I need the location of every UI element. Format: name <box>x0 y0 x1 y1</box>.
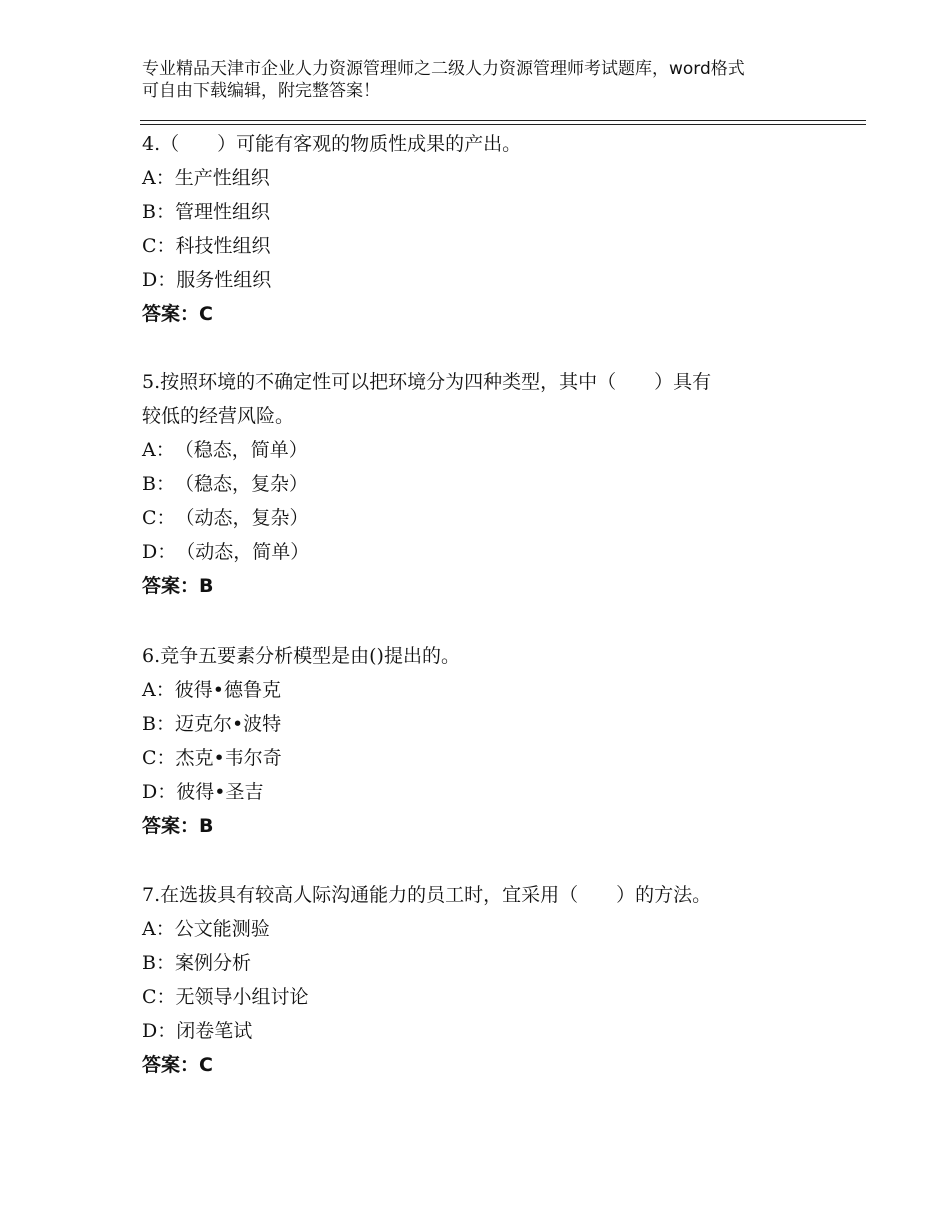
option-c <box>142 741 822 775</box>
option-a <box>142 912 822 946</box>
option-text: 管理性组织 <box>174 201 270 223</box>
option-b <box>142 195 822 229</box>
option-letter: D： <box>142 269 177 291</box>
option-text: 彼得•圣吉 <box>176 781 264 803</box>
answer-label: 答案： <box>142 815 200 837</box>
option-text: （动态，简单） <box>176 541 310 563</box>
option-letter: D： <box>142 781 177 803</box>
option-d <box>142 263 822 297</box>
option-text: 案例分析 <box>174 952 251 974</box>
option-a <box>142 161 822 195</box>
option-text: （稳态，复杂） <box>174 473 308 495</box>
option-letter: B： <box>142 201 175 223</box>
answer-line <box>142 569 822 603</box>
option-text: （动态，复杂） <box>175 507 309 529</box>
option-c <box>142 229 822 263</box>
option-text: 迈克尔•波特 <box>174 713 282 735</box>
option-letter: C： <box>142 235 176 257</box>
question-stem: 6.竞争五要素分析模型是由()提出的。 <box>142 645 460 667</box>
option-text: 科技性组织 <box>175 235 271 257</box>
answer-value: B <box>199 575 214 597</box>
option-c <box>142 980 822 1014</box>
option-letter: B： <box>142 473 175 495</box>
option-letter: A： <box>142 918 175 940</box>
option-text: 服务性组织 <box>176 269 272 291</box>
answer-line <box>142 1048 822 1082</box>
option-text: 杰克•韦尔奇 <box>175 747 282 769</box>
answer-line <box>142 297 822 331</box>
header-line-1: 专业精品天津市企业人力资源管理师之二级人力资源管理师考试题库，word格式 <box>142 59 745 79</box>
header-divider-bottom <box>140 124 866 125</box>
header-divider-top <box>140 120 866 121</box>
option-text: 闭卷笔试 <box>176 1020 253 1042</box>
option-text: 生产性组织 <box>174 167 270 189</box>
answer-label: 答案： <box>142 575 200 597</box>
option-letter: B： <box>142 713 175 735</box>
question-7 <box>142 878 822 1082</box>
option-letter: C： <box>142 747 176 769</box>
answer-label: 答案： <box>142 303 200 325</box>
option-text: 公文能测验 <box>174 918 270 940</box>
option-b <box>142 946 822 980</box>
header-line-2: 可自由下载编辑，附完整答案！ <box>142 81 380 101</box>
option-b <box>142 707 822 741</box>
option-letter: C： <box>142 986 176 1008</box>
option-a <box>142 673 822 707</box>
answer-value: C <box>199 303 213 325</box>
option-letter: A： <box>142 167 175 189</box>
option-text: 彼得•德鲁克 <box>174 679 281 701</box>
option-letter: B： <box>142 952 175 974</box>
option-d <box>142 535 822 569</box>
option-b <box>142 467 822 501</box>
question-stem: 4.（ ）可能有客观的物质性成果的产出。 <box>142 133 522 155</box>
question-4 <box>142 127 822 331</box>
question-5 <box>142 365 822 603</box>
answer-label: 答案： <box>142 1054 200 1076</box>
answer-value: B <box>199 815 214 837</box>
question-6 <box>142 639 822 843</box>
option-letter: A： <box>142 679 175 701</box>
option-d <box>142 1014 822 1048</box>
option-letter: D： <box>142 541 177 563</box>
option-a <box>142 433 822 467</box>
option-text: 无领导小组讨论 <box>175 986 309 1008</box>
option-text: （稳态，简单） <box>174 439 308 461</box>
document-header <box>142 58 822 102</box>
option-letter: C： <box>142 507 176 529</box>
option-letter: A： <box>142 439 175 461</box>
option-d <box>142 775 822 809</box>
option-c <box>142 501 822 535</box>
option-letter: D： <box>142 1020 177 1042</box>
answer-line <box>142 809 822 843</box>
answer-value: C <box>199 1054 213 1076</box>
question-stem: 7.在选拔具有较高人际沟通能力的员工时，宜采用（ ）的方法。 <box>142 884 712 906</box>
question-stem: 5.按照环境的不确定性可以把环境分为四种类型，其中（ ）具有 较低的经营风险。 <box>142 371 712 427</box>
